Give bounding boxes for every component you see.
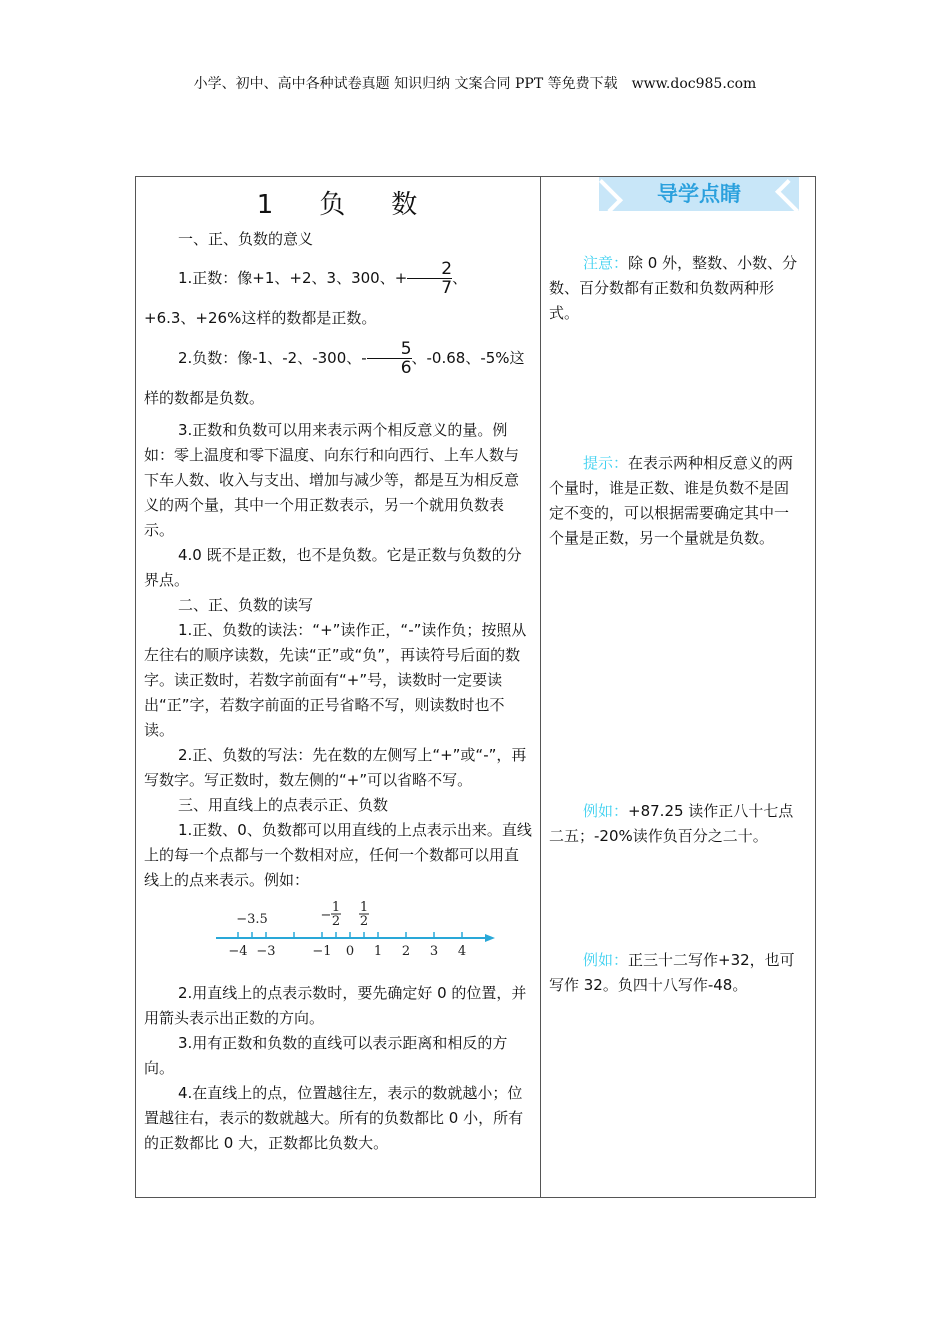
note-text: +87.25 读作正八十七点二五；-20%读作负百分之二十。 (549, 802, 794, 845)
paragraph-positive (144, 258, 532, 338)
side-notes (549, 177, 801, 998)
text: 2.负数：像-1、-2、-300、- (178, 349, 367, 367)
denominator: 6 (400, 358, 412, 378)
fraction-numerator: 1 (359, 900, 369, 915)
title-char: 数 (391, 190, 420, 220)
tick-label: −3 (256, 944, 276, 959)
note-tag: 注意： (583, 254, 629, 272)
paragraph-negative (144, 338, 532, 418)
note-text: 除 0 外，整数、小数、分数、百分数都有正数和负数两种形式。 (549, 254, 798, 322)
paragraph: 1.正数、0、负数都可以用直线的上点表示出来。直线上的每一个点都与一个数相对应，任何一个数都可以用直线上的点来表示。例如： (144, 821, 532, 889)
note-tag: 例如： (583, 802, 629, 820)
tick-label: 0 (345, 944, 355, 959)
fraction (367, 340, 412, 377)
numerator: 2 (407, 260, 452, 279)
number-line (144, 893, 532, 973)
arrow-icon (485, 934, 495, 942)
point-label: −3.5 (236, 912, 268, 927)
page-title (144, 187, 532, 223)
fraction-denominator: 2 (359, 914, 369, 929)
note-attention (549, 251, 801, 326)
text: 1.正数：像+1、+2、3、300、+ (178, 269, 408, 287)
fraction-denominator: 2 (331, 914, 341, 929)
guide-banner: 导学点睛 (599, 177, 799, 211)
section-heading: 一、正、负数的意义 (178, 230, 314, 248)
section-heading: 二、正、负数的读写 (178, 596, 314, 614)
note-hint (549, 451, 801, 551)
text: 、-0.68、-5%这样的数都是负数。 (144, 349, 525, 407)
note-tag: 提示： (583, 454, 629, 472)
paragraph: 1.正、负数的读法：“+”读作正，“-”读作负；按照从左往右的顺序读数，先读“正”或“负”，再读符号后面的数字。读正数时，若数字前面有“+”号，读数时一定要读出“正”字，若数字前面的正号省略不写，则读数时也不读。 (144, 621, 527, 739)
section-heading: 三、用直线上的点表示正、负数 (178, 796, 389, 814)
note-example (549, 799, 801, 849)
tick-label: 4 (457, 944, 467, 959)
column-divider (540, 177, 541, 1197)
note-tag: 例如： (583, 951, 629, 969)
paragraph: 4.0 既不是正数，也不是负数。它是正数与负数的分界点。 (144, 546, 522, 589)
paragraph: 2.正、负数的写法：先在数的左侧写上“+”或“-”，再写数字。写正数时，数左侧的“+”可以省略不写。 (144, 746, 527, 789)
sign-label: − (320, 908, 332, 923)
note-example (549, 948, 801, 998)
denominator: 7 (441, 278, 453, 298)
title-number: 1 (256, 190, 276, 220)
tick-label: 1 (373, 944, 383, 959)
lesson-table (135, 176, 816, 1198)
paragraph: 4.在直线上的点，位置越往左，表示的数就越小；位置越往右，表示的数就越大。所有的负数都比 0 小，所有的正数都比 0 大，正数都比负数大。 (144, 1084, 524, 1152)
text: 、+6.3、+26%这样的数都是正数。 (144, 269, 468, 327)
numerator: 5 (367, 340, 412, 359)
tick-label: 3 (429, 944, 439, 959)
site-header: 小学、初中、高中各种试卷真题 知识归纳 文案合同 PPT 等免费下载 www.doc985.com (193, 76, 757, 92)
tick-label: −4 (228, 944, 248, 959)
paragraph: 3.正数和负数可以用来表示两个相反意义的量。例如：零上温度和零下温度、向东行和向西行、上车人数与下车人数、收入与支出、增加与减少等，都是互为相反意义的两个量，其中一个用正数表示，另一个就用负数表示。 (144, 421, 520, 539)
tick-label: 2 (401, 944, 411, 959)
main-column (144, 177, 532, 1156)
tick-label: −1 (312, 944, 332, 959)
paragraph: 3.用有正数和负数的直线可以表示距离和相反的方向。 (144, 1034, 508, 1077)
title-char: 负 (319, 190, 348, 220)
note-text: 正三十二写作+32，也可写作 32。负四十八写作-48。 (549, 951, 795, 994)
note-text: 在表示两种相反意义的两个量时，谁是正数、谁是负数不是固定不变的，可以根据需要确定其中一个量是正数，另一个量就是负数。 (549, 454, 794, 547)
paragraph: 2.用直线上的点表示数时，要先确定好 0 的位置，并用箭头表示出正数的方向。 (144, 984, 527, 1027)
fraction-numerator: 1 (331, 900, 341, 915)
fraction (407, 260, 452, 297)
